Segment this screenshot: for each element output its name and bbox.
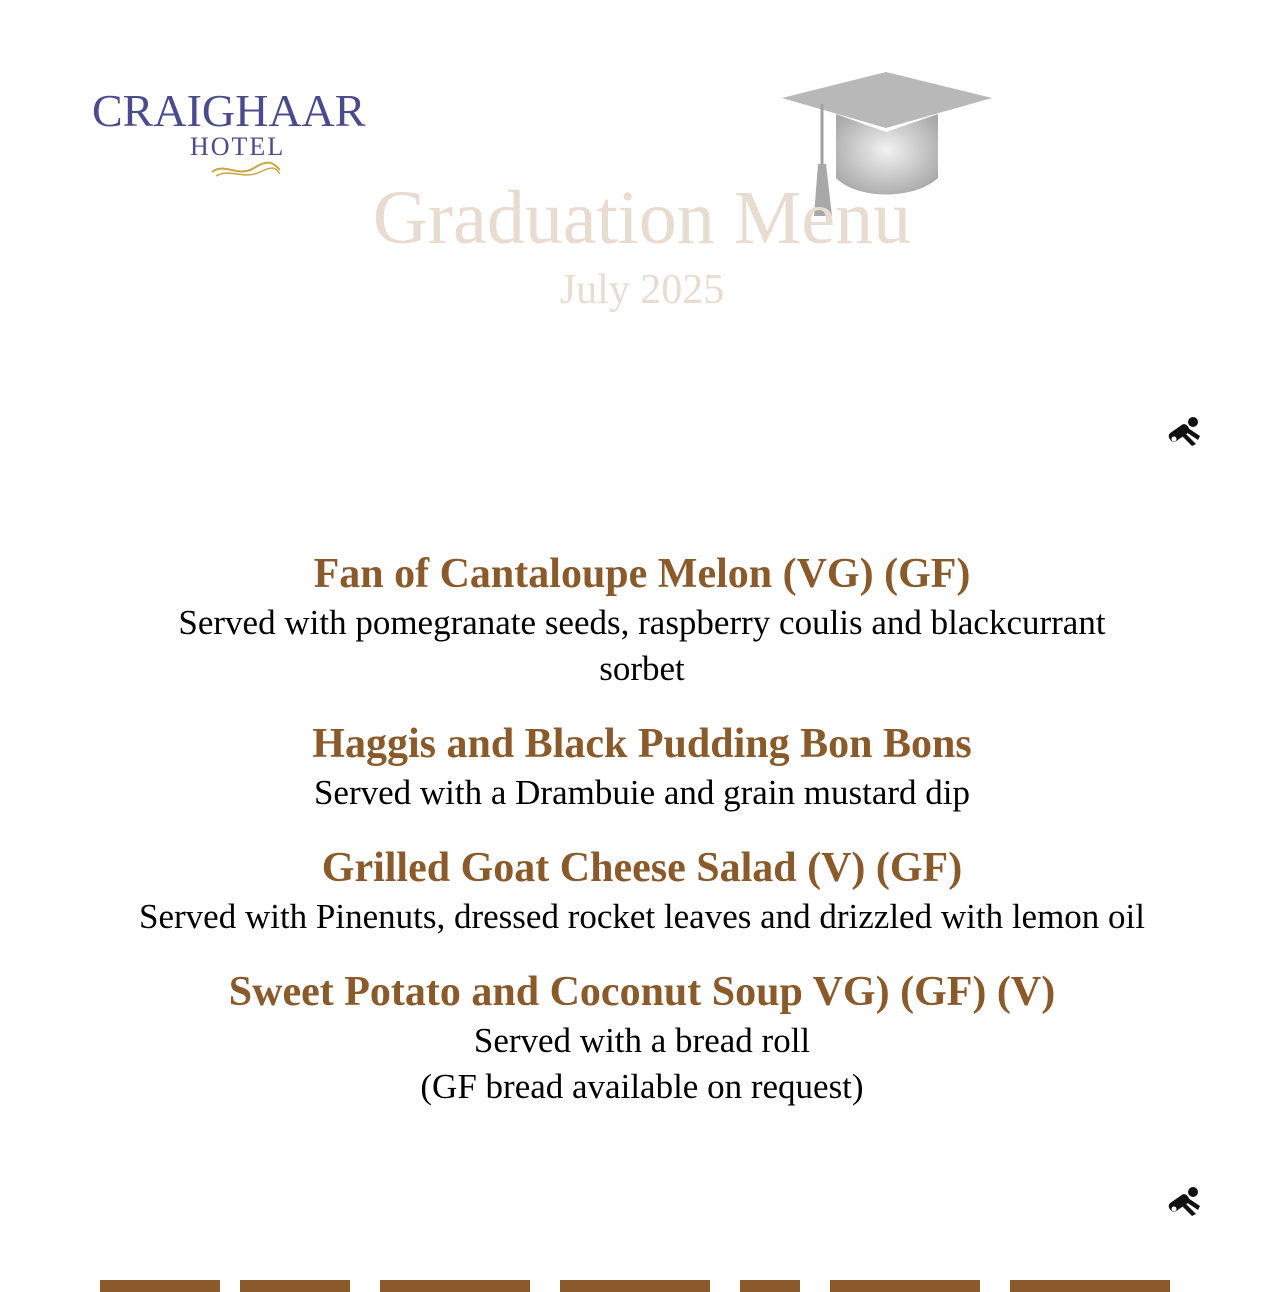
dish-name: Grilled Goat Cheese Salad (V) (GF) xyxy=(321,845,963,891)
dish-description-line: sorbet xyxy=(599,649,685,688)
dish-name: Haggis and Black Pudding Bon Bons xyxy=(312,721,972,767)
menu-list xyxy=(0,548,1284,1136)
dish-description-line: Served with a bread roll xyxy=(473,1021,811,1060)
logo-name: CRAIGHAAR xyxy=(92,85,366,136)
menu-item xyxy=(0,842,1284,940)
dish-name: Sweet Potato and Coconut Soup VG) (GF) (V) xyxy=(228,969,1056,1015)
menu-title: Graduation Menu xyxy=(372,176,912,260)
diploma-scroll-icon xyxy=(1164,1180,1204,1220)
dish-description-line: (GF bread available on request) xyxy=(420,1067,864,1106)
dish-description xyxy=(0,894,1284,940)
dish-name: Fan of Cantaloupe Melon (VG) (GF) xyxy=(313,551,971,597)
menu-item xyxy=(0,718,1284,816)
dish-description xyxy=(0,600,1284,692)
dish-description xyxy=(0,770,1284,816)
menu-item xyxy=(0,548,1284,692)
dish-description-line: Served with Pinenuts, dressed rocket leaves and drizzled with lemon oil xyxy=(139,897,1145,936)
hotel-logo xyxy=(92,85,402,183)
menu-item xyxy=(0,966,1284,1110)
dish-description xyxy=(0,1018,1284,1110)
dish-description-line: Served with pomegranate seeds, raspberry coulis and blackcurrant xyxy=(178,603,1106,642)
menu-date: July 2025 xyxy=(559,267,725,313)
logo-subtitle: HOTEL xyxy=(190,132,286,161)
diploma-scroll-icon xyxy=(1164,410,1204,450)
cropped-next-item-heading xyxy=(90,1268,1190,1292)
logo-swirl-icon xyxy=(210,160,282,180)
dish-description-line: Served with a Drambuie and grain mustard dip xyxy=(313,773,971,812)
